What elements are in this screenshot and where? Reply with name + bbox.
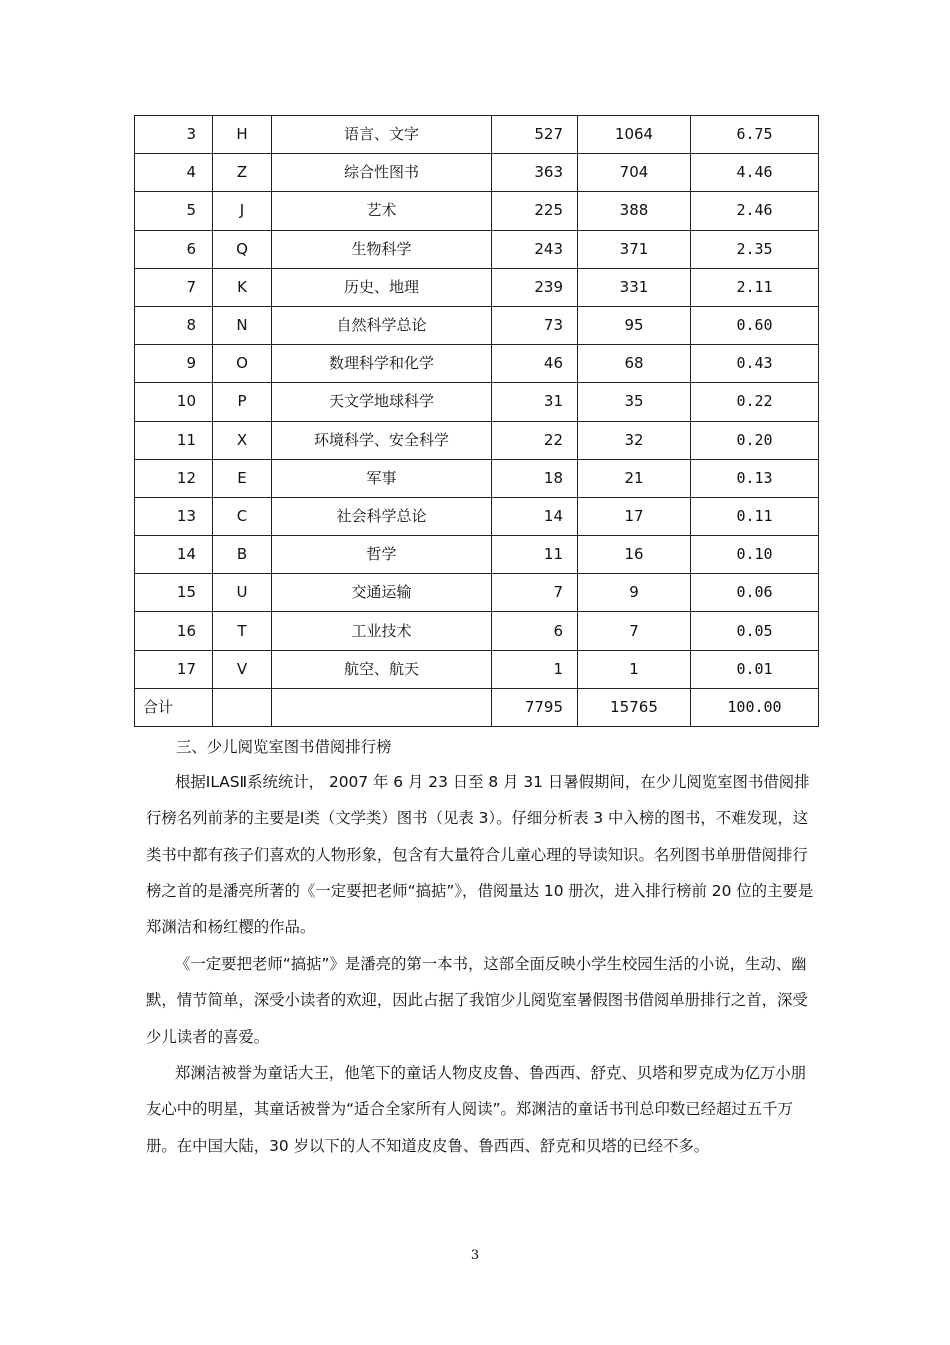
percentage-cell: 0.10 [691, 536, 819, 574]
class-code-cell: O [213, 345, 272, 383]
category-name-cell: 数理科学和化学 [272, 345, 492, 383]
percentage-cell: 0.05 [691, 612, 819, 650]
table-row [135, 536, 819, 574]
total-label-cell: 合计 [135, 688, 213, 726]
titles-count-cell: 46 [492, 345, 578, 383]
percentage-cell: 2.35 [691, 230, 819, 268]
table-row [135, 154, 819, 192]
rank-cell: 7 [135, 268, 213, 306]
percentage-cell: 0.11 [691, 497, 819, 535]
table-row [135, 268, 819, 306]
rank-cell: 9 [135, 345, 213, 383]
percentage-cell: 2.11 [691, 268, 819, 306]
class-code-cell: B [213, 536, 272, 574]
loans-count-cell: 17 [578, 497, 691, 535]
category-name-cell: 天文学地球科学 [272, 383, 492, 421]
loans-count-cell: 704 [578, 154, 691, 192]
rank-cell: 5 [135, 192, 213, 230]
percentage-cell: 0.60 [691, 306, 819, 344]
titles-count-cell: 239 [492, 268, 578, 306]
page-number: 3 [470, 1248, 480, 1263]
titles-count-cell: 225 [492, 192, 578, 230]
class-code-cell: T [213, 612, 272, 650]
titles-count-cell: 7 [492, 574, 578, 612]
loans-count-cell: 7 [578, 612, 691, 650]
percentage-cell: 6.75 [691, 116, 819, 154]
table-row [135, 345, 819, 383]
class-code-cell: Q [213, 230, 272, 268]
loans-count-cell: 9 [578, 574, 691, 612]
empty-cell [213, 688, 272, 726]
table-row [135, 612, 819, 650]
loans-count-cell: 388 [578, 192, 691, 230]
table-total-row [135, 688, 819, 726]
loans-count-cell: 1 [578, 650, 691, 688]
table-row [135, 459, 819, 497]
titles-count-cell: 11 [492, 536, 578, 574]
table-row [135, 306, 819, 344]
table-row [135, 497, 819, 535]
category-name-cell: 语言、文字 [272, 116, 492, 154]
category-name-cell: 哲学 [272, 536, 492, 574]
section-heading: 三、少儿阅览室图书借阅排行榜 [176, 738, 392, 756]
category-name-cell: 社会科学总论 [272, 497, 492, 535]
table-row [135, 383, 819, 421]
table-row [135, 650, 819, 688]
total-loans-cell: 15765 [578, 688, 691, 726]
table-row [135, 192, 819, 230]
titles-count-cell: 14 [492, 497, 578, 535]
rank-cell: 3 [135, 116, 213, 154]
total-titles-cell: 7795 [492, 688, 578, 726]
percentage-cell: 0.20 [691, 421, 819, 459]
percentage-cell: 0.01 [691, 650, 819, 688]
class-code-cell: U [213, 574, 272, 612]
titles-count-cell: 1 [492, 650, 578, 688]
category-name-cell: 军事 [272, 459, 492, 497]
loans-count-cell: 68 [578, 345, 691, 383]
ranking-table-body [135, 116, 819, 727]
category-name-cell: 综合性图书 [272, 154, 492, 192]
percentage-cell: 0.22 [691, 383, 819, 421]
rank-cell: 12 [135, 459, 213, 497]
paragraph-2: 《一定要把老师“搞掂”》是潘亮的第一本书，这部全面反映小学生校园生活的小说，生动、幽默，情节简单，深受小读者的欢迎，因此占据了我馆少儿阅览室暑假图书借阅单册排行之首，深受少儿读者的喜爱。 [146, 955, 808, 1046]
rank-cell: 15 [135, 574, 213, 612]
titles-count-cell: 527 [492, 116, 578, 154]
rank-cell: 10 [135, 383, 213, 421]
loans-count-cell: 35 [578, 383, 691, 421]
ranking-table [134, 115, 819, 727]
percentage-cell: 4.46 [691, 154, 819, 192]
table-row [135, 230, 819, 268]
class-code-cell: V [213, 650, 272, 688]
class-code-cell: X [213, 421, 272, 459]
loans-count-cell: 16 [578, 536, 691, 574]
titles-count-cell: 31 [492, 383, 578, 421]
class-code-cell: P [213, 383, 272, 421]
rank-cell: 4 [135, 154, 213, 192]
class-code-cell: E [213, 459, 272, 497]
table-row [135, 574, 819, 612]
percentage-cell: 0.13 [691, 459, 819, 497]
empty-cell [272, 688, 492, 726]
loans-count-cell: 21 [578, 459, 691, 497]
titles-count-cell: 73 [492, 306, 578, 344]
class-code-cell: N [213, 306, 272, 344]
category-name-cell: 环境科学、安全科学 [272, 421, 492, 459]
category-name-cell: 艺术 [272, 192, 492, 230]
loans-count-cell: 95 [578, 306, 691, 344]
class-code-cell: Z [213, 154, 272, 192]
category-name-cell: 交通运输 [272, 574, 492, 612]
category-name-cell: 航空、航天 [272, 650, 492, 688]
percentage-cell: 2.46 [691, 192, 819, 230]
titles-count-cell: 363 [492, 154, 578, 192]
paragraph-3: 郑渊洁被誉为童话大王，他笔下的童话人物皮皮鲁、鲁西西、舒克、贝塔和罗克成为亿万小朋友心中的明星，其童话被誉为“适合全家所有人阅读”。郑渊洁的童话书刊总印数已经超过五千万册。在中国大陆，30 岁以下的人不知道皮皮鲁、鲁西西、舒克和贝塔的已经不多。 [146, 1064, 807, 1155]
loans-count-cell: 1064 [578, 116, 691, 154]
rank-cell: 17 [135, 650, 213, 688]
total-percentage-cell: 100.00 [691, 688, 819, 726]
rank-cell: 16 [135, 612, 213, 650]
rank-cell: 11 [135, 421, 213, 459]
titles-count-cell: 6 [492, 612, 578, 650]
category-name-cell: 生物科学 [272, 230, 492, 268]
class-code-cell: J [213, 192, 272, 230]
paragraph-1: 根据ⅠLASⅡ系统统计， 2007 年 6 月 23 日至 8 月 31 日暑假期间，在少儿阅览室图书借阅排行榜名列前茅的主要是Ⅰ类（文学类）图书（见表 3）。仔细分析表 3 中入榜的图书，不难发现，这类书中都有孩子们喜欢的人物形象，包含有大量符合儿童心理的导读知识。名列图书单册借阅排行榜之首的是潘亮所著的《一定要把老师“搞掂”》，借阅量达 10 册次，进入排行榜前 20 位的主要是郑渊洁和杨红樱的作品。 [146, 773, 814, 937]
class-code-cell: C [213, 497, 272, 535]
titles-count-cell: 18 [492, 459, 578, 497]
category-name-cell: 工业技术 [272, 612, 492, 650]
table-row [135, 421, 819, 459]
loans-count-cell: 331 [578, 268, 691, 306]
rank-cell: 8 [135, 306, 213, 344]
rank-cell: 13 [135, 497, 213, 535]
rank-cell: 14 [135, 536, 213, 574]
class-code-cell: K [213, 268, 272, 306]
percentage-cell: 0.06 [691, 574, 819, 612]
table-row [135, 116, 819, 154]
loans-count-cell: 371 [578, 230, 691, 268]
percentage-cell: 0.43 [691, 345, 819, 383]
class-code-cell: H [213, 116, 272, 154]
rank-cell: 6 [135, 230, 213, 268]
titles-count-cell: 243 [492, 230, 578, 268]
loans-count-cell: 32 [578, 421, 691, 459]
category-name-cell: 自然科学总论 [272, 306, 492, 344]
titles-count-cell: 22 [492, 421, 578, 459]
category-name-cell: 历史、地理 [272, 268, 492, 306]
